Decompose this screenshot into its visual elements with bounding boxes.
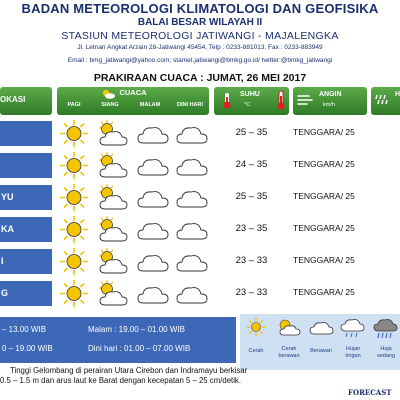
wind-unit: km/h: [323, 102, 335, 108]
temperature-unit: °C: [244, 102, 251, 108]
cloudy-icon: [136, 119, 170, 148]
temperature-icon: [222, 91, 236, 111]
sunny-icon: [57, 151, 91, 180]
legend-label-hujan-ringan: Hujan ringan: [345, 346, 361, 359]
legend-label-cerah: Cerah: [248, 348, 264, 354]
row-location: [0, 121, 52, 146]
row-wind: TENGGARA/ 25: [293, 191, 355, 201]
last-column-header: [371, 87, 400, 115]
legend-label-hujan-sedang: Huja sedang: [376, 346, 396, 359]
cloudy-icon: [136, 215, 170, 244]
sunny-icon: [57, 279, 91, 308]
row-wind: TENGGARA/ 25: [293, 223, 355, 233]
cloudy-icon: [175, 215, 209, 244]
location-header-label: OKASI: [0, 95, 26, 104]
temperature-column-header: [214, 87, 289, 115]
cloudy-icon: [175, 247, 209, 276]
cloudy-icon: [136, 247, 170, 276]
table-row: [0, 246, 400, 277]
legend-cloudy-icon: [308, 317, 334, 337]
wind-icon: [297, 93, 315, 107]
station-title: STASIUN METEOROLOGI JATIWANGI - MAJALENGKA: [61, 30, 339, 42]
rain-icon: [375, 93, 393, 107]
legend-light-rain-icon: [339, 317, 365, 339]
row-location: YU: [0, 185, 52, 210]
address-line: Jl. Letnan Angkat Arzain 28-Jatiwangi 45454, Telp : 0233-881013, Fax : 0233-883949: [77, 44, 323, 51]
forecast-title: PRAKIRAAN CUACA : JUMAT, 26 MEI 2017: [93, 72, 307, 84]
region-title: BALAI BESAR WILAYAH II: [137, 17, 263, 28]
row-temperature: 25 – 35: [235, 127, 268, 138]
row-wind: TENGGARA/ 25: [293, 255, 355, 265]
legend-partly-cloudy-icon: [276, 317, 302, 337]
row-wind: TENGGARA/ 25: [293, 287, 355, 297]
agency-title: BADAN METEOROLOGI KLIMATOLOGI DAN GEOFISIKA: [21, 1, 379, 16]
legend-sunny-icon: [246, 317, 266, 337]
legend-label-berawan: Berawan: [310, 348, 332, 354]
row-location: I: [0, 249, 52, 274]
sunny-icon: [57, 119, 91, 148]
cloudy-icon: [136, 151, 170, 180]
table-row: [0, 278, 400, 309]
row-wind: TENGGARA/ 25: [293, 159, 355, 169]
contact-line: Email : bmg_jatiwangi@yahoo.com; stamet.jatiwangi@bmkg.go.id/ twitter:@bmkg_jatiwangi: [67, 57, 333, 64]
location-column-header: [0, 87, 52, 115]
table-row: [0, 118, 400, 149]
sunny-icon: [57, 215, 91, 244]
wave-note-line1: Tinggi Gelombang di perairan Utara Cirebon dan Indramayu berkisar: [10, 366, 248, 375]
row-location: G: [0, 281, 52, 306]
row-temperature: 25 – 35: [235, 191, 268, 202]
sunny-icon: [57, 247, 91, 276]
cloudy-icon: [175, 151, 209, 180]
row-temperature: 24 – 35: [235, 159, 268, 170]
table-header: [0, 87, 400, 115]
period-malam: MALAM: [139, 102, 161, 108]
partly-cloudy-icon: [96, 151, 130, 180]
header: [0, 0, 400, 70]
row-temperature: 23 – 33: [235, 255, 268, 266]
partly-cloudy-icon: [96, 119, 130, 148]
period-siang: SIANG: [101, 102, 119, 108]
partly-cloudy-icon: [96, 215, 130, 244]
cloudy-icon: [175, 183, 209, 212]
row-location: [0, 153, 52, 178]
temperature-header-label: SUHU: [240, 91, 260, 98]
legend-label-cerah-berawan: Cerah berawan: [278, 346, 300, 359]
sunny-icon: [57, 183, 91, 212]
partly-cloudy-icon: [96, 183, 130, 212]
weather-legend: [240, 314, 400, 370]
cloudy-icon: [175, 279, 209, 308]
partly-cloudy-icon: [96, 279, 130, 308]
row-temperature: 23 – 33: [235, 287, 268, 298]
siang-time: 0 – 19.00 WIB: [2, 344, 53, 353]
row-temperature: 23 – 35: [235, 223, 268, 234]
legend-moderate-rain-icon: [372, 317, 398, 339]
weather-column-header: [57, 87, 209, 115]
wind-header-label: ANGIN: [319, 91, 342, 98]
partly-cloudy-icon: [96, 247, 130, 276]
row-location: KA: [0, 217, 52, 242]
weather-header-label: CUACA: [119, 88, 147, 97]
table-row: [0, 150, 400, 181]
pagi-time: – 13.00 WIB: [2, 325, 47, 334]
table-row: [0, 182, 400, 213]
wave-note-line2: 0.5 – 1.5 m dan arus laut ke Barat dengan kecepatan 5 – 25 cm/detik.: [0, 376, 241, 385]
period-dini-hari: DINI HARI: [177, 102, 203, 108]
thermometer-icon: [276, 91, 286, 111]
cloudy-icon: [136, 183, 170, 212]
cloudy-icon: [136, 279, 170, 308]
row-wind: TENGGARA/ 25: [293, 127, 355, 137]
dini-hari-time: Dini hari : 01.00 – 07.00 WIB: [88, 344, 191, 353]
table-row: [0, 214, 400, 245]
footer-label: FORECAST: [348, 388, 392, 397]
cloudy-icon: [175, 119, 209, 148]
period-pagi: PAGI: [67, 102, 81, 108]
wind-column-header: [293, 87, 367, 115]
malam-time: Malam : 19.00 – 01.00 WIB: [88, 325, 185, 334]
wave-note: [0, 366, 400, 386]
last-column-label: H: [395, 91, 400, 98]
time-info-box: [0, 317, 236, 363]
